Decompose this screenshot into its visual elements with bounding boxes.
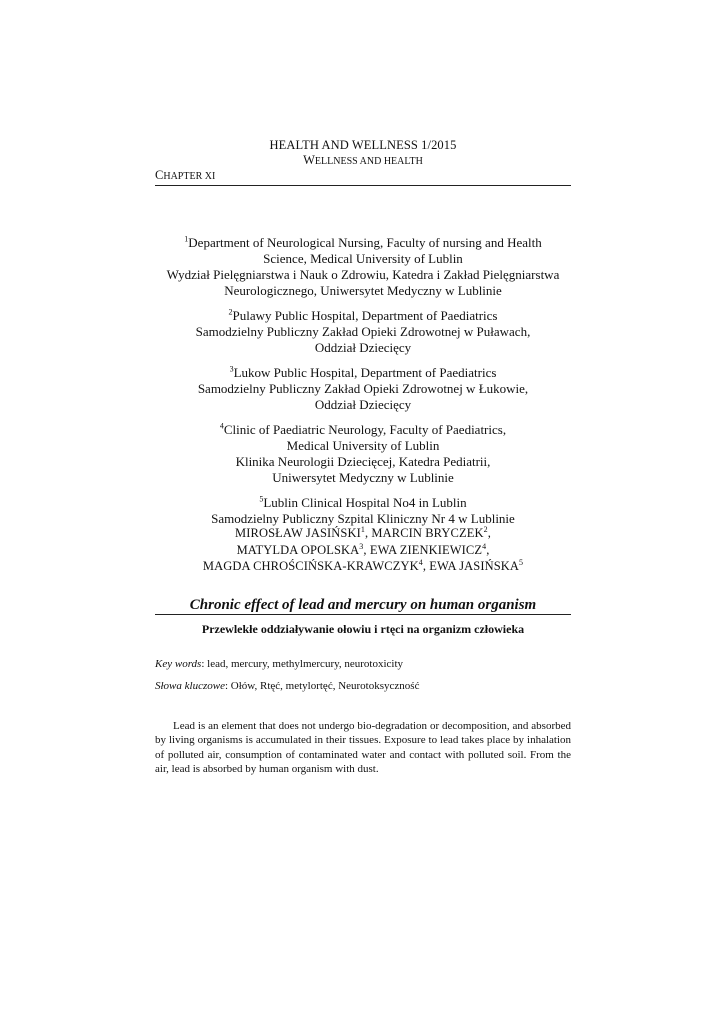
keywords-en [155,657,571,671]
affiliation-sup: 3 [229,364,234,374]
affiliation-line: Neurologicznego, Uniwersytet Medyczny w Lublinie [224,283,502,298]
chapter-rest: HAPTER XI [163,171,216,182]
keywords-en-label: Key words [155,658,202,670]
affiliation-line: Samodzielny Publiczny Zakład Opieki Zdrowotnej w Puławach, [195,324,531,339]
journal-subtitle-initial: W [303,153,315,167]
affiliation-line: Samodzielny Publiczny Szpital Kliniczny Nr 4 w Lublinie [211,511,515,526]
affiliation-line [155,422,571,438]
affiliation-4 [155,422,571,486]
affiliation-line: Klinika Neurologii Dziecięcej, Katedra Pediatrii, [235,454,491,469]
author-sup: 4 [418,557,423,567]
author-sup: 1 [360,524,365,534]
affiliation-sup: 4 [219,421,224,431]
author-name: , EWA JASIŃSKA [422,559,520,573]
chapter-initial: C [155,168,164,182]
author-line [155,558,571,575]
affiliation-line [155,495,571,511]
author-list [155,525,571,575]
affiliation-5 [155,495,571,527]
keywords-pl-label: Słowa kluczowe [155,680,225,692]
title-rule [155,614,571,615]
keywords-pl-text: : Ołów, Rtęć, metylortęć, Neurotoksyczność [224,680,420,692]
author-separator: , [486,542,490,557]
affiliation-sup: 1 [184,234,189,244]
author-name: MATYLDA OPOLSKA [236,542,360,557]
header-rule [155,185,571,186]
affiliation-2 [155,308,571,356]
author-sup: 5 [519,557,524,567]
affiliation-line: Uniwersytet Medyczny w Lublinie [272,470,454,485]
keywords-en-text: : lead, mercury, methylmercury, neurotoxicity [201,658,404,670]
affiliation-3 [155,365,571,413]
affiliations [155,235,571,536]
affiliation-line: Oddział Dziecięcy [314,397,412,412]
affiliation-line: Samodzielny Publiczny Zakład Opieki Zdrowotnej w Łukowie, [197,381,529,396]
journal-subtitle-rest: ELLNESS AND HEALTH [314,156,423,167]
author-name: MAGDA CHROŚCIŃSKA-KRAWCZYK [202,559,419,573]
affiliation-line [155,308,571,324]
affiliation-line [155,235,571,251]
affiliation-line: Wydział Pielęgniarstwa i Nauk o Zdrowiu, Katedra i Zakład Pielęgniarstwa [166,267,560,282]
paper-title: Chronic effect of lead and mercury on human organism [189,597,537,613]
author-name: , EWA ZIENKIEWICZ [363,542,483,557]
author-sup: 2 [483,524,488,534]
author-line [155,525,571,542]
running-header [155,137,571,169]
author-sup: 4 [482,541,487,551]
journal-title: HEALTH AND WELLNESS 1/2015 [269,138,457,152]
affiliation-line [155,365,571,381]
author-name: , MARCIN BRYCZEK [364,526,484,540]
affiliation-1 [155,235,571,299]
affiliation-line: Oddział Dziecięcy [314,340,412,355]
abstract-paragraph: Lead is an element that does not undergo bio-degradation or decomposition, and absorbed by living organisms is accumulated in their tissues. Exposure to lead takes place by inhalation of polluted air, consumption of contaminated water and contact with polluted soil. From the air, lead is absorbed by human organism with dust. [155,720,571,775]
affiliation-text: Clinic of Paediatric Neurology, Faculty of Paediatrics, [223,422,507,437]
author-separator: , [487,526,491,540]
affiliation-line: Medical University of Lublin [286,438,440,453]
affiliation-line: Science, Medical University of Lublin [263,251,463,266]
keywords-pl [155,679,571,693]
chapter-label [155,168,215,184]
journal-subtitle [155,153,571,169]
author-sup: 3 [359,541,364,551]
author-name: MIROSŁAW JASIŃSKI [235,526,361,540]
affiliation-text: Pulawy Public Hospital, Department of Paediatrics [232,308,498,323]
affiliation-text: Lublin Clinical Hospital No4 in Lublin [263,495,467,510]
affiliation-sup: 2 [228,307,233,317]
affiliation-text: Lukow Public Hospital, Department of Paediatrics [233,365,497,380]
affiliation-sup: 5 [259,494,264,504]
paper-subtitle: Przewlekłe oddziaływanie ołowiu i rtęci na organizm człowieka [201,622,525,636]
affiliation-text: Department of Neurological Nursing, Faculty of nursing and Health [188,235,542,250]
author-line [155,542,571,559]
